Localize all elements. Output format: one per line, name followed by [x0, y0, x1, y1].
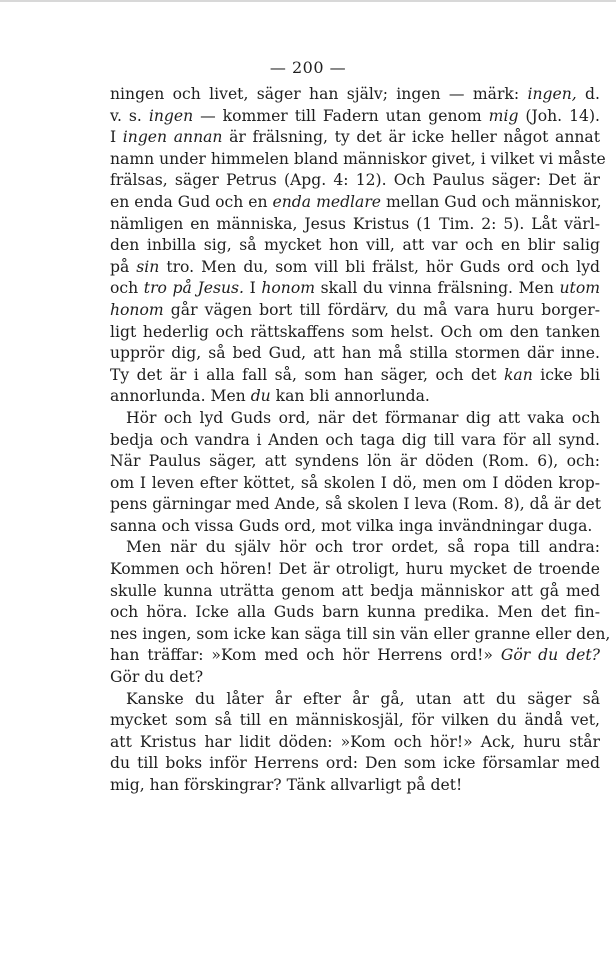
text-line: att Kristus har lidit döden: »Kom och hör!» Ack, huru står: [110, 732, 600, 751]
text-line: mig, han förskingrar? Tänk allvarligt på det!: [110, 776, 463, 794]
text-line: pens gärningar med Ande, så skolen I leva (Rom. 8), då är det: [110, 495, 602, 514]
text-line: mycket som så till en människosjäl, för vilken du ändå vet,: [110, 711, 600, 730]
text-line: Gör du det?: [110, 668, 204, 687]
text-line: Men när du själv hör och tror ordet, så ropa till andra:: [126, 538, 600, 557]
text-line: Hör och lyd Guds ord, när det förmanar dig att vaka och: [126, 408, 600, 427]
text-line: I ingen annan är frälsning, ty det är icke heller något annat: [110, 128, 600, 147]
text-line: den inbilla sig, så mycket hon vill, att var och en blir salig: [110, 236, 600, 255]
text-line: nes ingen, som icke kan säga till sin vän eller granne eller den,: [110, 624, 611, 643]
text-line: om I leven efter köttet, så skolen I dö, men om I döden krop-: [110, 473, 600, 492]
text-line: namn under himmelen bland människor givet, i vilket vi måste: [110, 149, 606, 168]
text-line: på sin tro. Men du, som vill bli frälst, hör Guds ord och lyd: [110, 257, 600, 276]
text-line: v. s. ingen — kommer till Fadern utan genom mig (Joh. 14).: [110, 106, 600, 125]
text-line: du till boks inför Herrens ord: Den som icke församlar med: [110, 754, 600, 773]
text-line: sanna och vissa Guds ord, mot vilka inga invändningar duga.: [110, 516, 593, 535]
page-number: — 200 —: [269, 58, 347, 77]
text-line: Kommen och hören! Det är otroligt, huru mycket de troende: [110, 560, 600, 579]
body-text: [110, 84, 611, 797]
text-line: upprör dig, så bed Gud, att han må stilla stormen där inne.: [110, 344, 600, 363]
text-line: Ty det är i alla fall så, som han säger, och det kan icke bli: [110, 365, 600, 384]
text-line: nämligen en människa, Jesus Kristus (1 Tim. 2: 5). Låt värl-: [110, 214, 600, 233]
text-line: han träffar: »Kom med och hör Herrens ord!» Gör du det?: [110, 646, 600, 665]
text-line: bedja och vandra i Anden och taga dig till vara för all synd.: [110, 430, 600, 449]
text-line: ligt hederlig och rättskaffens som helst. Och om den tanken: [110, 322, 600, 341]
text-line: frälsas, säger Petrus (Apg. 4: 12). Och Paulus säger: Det är: [110, 171, 600, 190]
text-line: och tro på Jesus. I honom skall du vinna frälsning. Men utom: [110, 279, 600, 298]
text-line: annorlunda. Men du kan bli annorlunda.: [110, 387, 430, 406]
text-line: ningen och livet, säger han själv; ingen — märk: ingen, d.: [110, 85, 600, 103]
text-line: en enda Gud och en enda medlare mellan Gud och människor,: [110, 192, 602, 211]
text-line: När Paulus säger, att syndens lön är döden (Rom. 6), och:: [110, 452, 600, 471]
text-line: Kanske du låter år efter år gå, utan att du säger så: [126, 689, 600, 708]
page-top-edge: [0, 0, 616, 2]
text-line: honom går vägen bort till fördärv, du må vara huru borger-: [110, 300, 600, 319]
text-line: skulle kunna uträtta genom att bedja människor att gå med: [110, 581, 600, 600]
text-line: och höra. Icke alla Guds barn kunna predika. Men det fin-: [110, 603, 600, 622]
